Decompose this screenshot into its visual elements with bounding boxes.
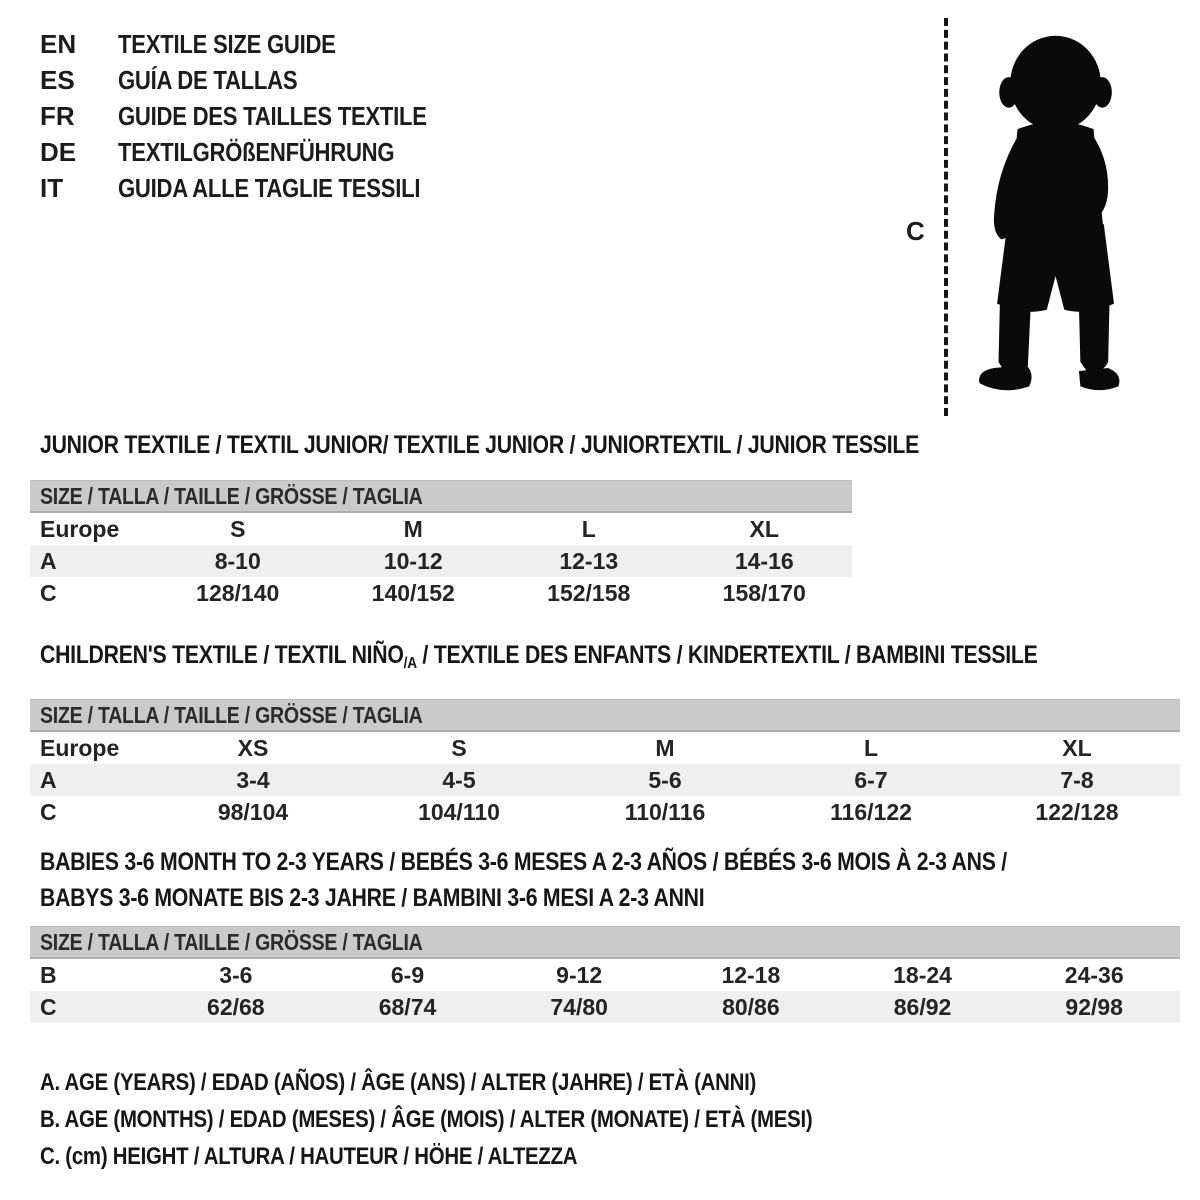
language-row-en: [40, 26, 481, 62]
size-cell: M: [655, 734, 675, 761]
height-cell: 74/80: [550, 993, 608, 1020]
guide-title-en: TEXTILE SIZE GUIDE: [118, 28, 336, 59]
size-header-label: SIZE / TALLA / TAILLE / GRÖSSE / TAGLIA: [40, 701, 423, 728]
language-title-list: [40, 26, 481, 206]
children-textile-section: [30, 640, 1180, 828]
junior-textile-section: [30, 430, 920, 609]
height-cell: 158/170: [722, 579, 806, 606]
language-row-it: [40, 170, 481, 206]
height-cell: 86/92: [893, 993, 952, 1020]
legend: [40, 1064, 949, 1175]
spacer: [30, 916, 1180, 926]
table-row-europe: [30, 732, 1180, 764]
height-cell: 110/116: [624, 798, 706, 825]
row-label: C: [40, 579, 57, 606]
row-label: C: [40, 993, 57, 1020]
size-table-header-bar: [30, 699, 1180, 732]
age-cell: 10-12: [383, 547, 443, 574]
age-cell: 14-16: [734, 547, 794, 574]
row-label: Europe: [40, 515, 120, 542]
age-cell: 5-6: [648, 766, 682, 793]
babies-section-title-line1: BABIES 3-6 MONTH TO 2-3 YEARS / BEBÉS 3-6 MESES A 2-3 AÑOS / BÉBÉS 3-6 MOIS À 2-3 ANS /: [40, 848, 1007, 876]
guide-title-it: GUIDA ALLE TAGLIE TESSILI: [118, 172, 421, 203]
guide-title-es: GUÍA DE TALLAS: [118, 64, 298, 95]
height-measurement-figure: [884, 14, 1154, 426]
table-row-height: [30, 991, 1180, 1023]
size-table-header-bar: [30, 926, 1180, 959]
age-cell: 3-6: [219, 961, 253, 988]
size-cell: XS: [237, 734, 269, 761]
children-size-table: [30, 699, 1180, 828]
toddler-silhouette-icon: [962, 22, 1152, 420]
age-cell: 6-9: [390, 961, 425, 988]
size-cell: XL: [1062, 734, 1092, 761]
height-cell: 62/68: [207, 993, 265, 1020]
age-cell: 8-10: [214, 547, 261, 574]
size-header-label: SIZE / TALLA / TAILLE / GRÖSSE / TAGLIA: [40, 928, 423, 955]
language-code: EN: [40, 28, 77, 59]
children-section-title: [40, 640, 1180, 679]
nino-a-subscript: /A: [403, 655, 417, 672]
language-code: DE: [40, 136, 77, 167]
junior-section-title-text: JUNIOR TEXTILE / TEXTIL JUNIOR/ TEXTILE JUNIOR / JUNIORTEXTIL / JUNIOR TESSILE: [40, 431, 920, 459]
height-dashed-line: [944, 18, 948, 416]
children-section-title-text: CHILDREN'S TEXTILE / TEXTIL $NIÑO_{/A}$ / TEXTILE DES ENFANTS / KINDERTEXTIL / BAMBINI TESSILE: [40, 641, 1038, 672]
size-cell: M: [403, 515, 423, 542]
row-label: A: [40, 547, 57, 574]
language-code: ES: [40, 64, 75, 95]
height-cell: 104/110: [418, 798, 500, 825]
legend-line-b: B. AGE (MONTHS) / EDAD (MESES) / ÂGE (MOIS) / ALTER (MONATE) / ETÀ (MESI): [40, 1106, 813, 1133]
height-cell: 140/152: [371, 579, 455, 606]
age-cell: 4-5: [442, 766, 476, 793]
table-row-height: [30, 577, 852, 609]
junior-section-title: [40, 430, 920, 460]
row-label: A: [40, 766, 57, 793]
age-cell: 18-24: [893, 961, 952, 988]
row-label: Europe: [40, 734, 120, 761]
table-row-age: [30, 764, 1180, 796]
height-cell: 80/86: [722, 993, 780, 1020]
height-cell: 122/128: [1035, 798, 1119, 825]
guide-title-fr: GUIDE DES TAILLES TEXTILE: [118, 100, 427, 131]
age-cell: 12-18: [721, 961, 781, 988]
height-cell: 68/74: [378, 993, 437, 1020]
row-label: B: [40, 961, 57, 988]
height-cell: 116/122: [830, 798, 912, 825]
table-row-age-months: [30, 959, 1180, 991]
height-cell: 98/104: [217, 798, 289, 825]
table-row-height: [30, 796, 1180, 828]
language-row-es: [40, 62, 481, 98]
babies-size-table: [30, 926, 1180, 1023]
size-cell: L: [863, 734, 879, 761]
size-cell: S: [230, 515, 246, 542]
age-cell: 7-8: [1060, 766, 1094, 793]
table-row-europe: [30, 513, 852, 545]
size-header-label: SIZE / TALLA / TAILLE / GRÖSSE / TAGLIA: [40, 482, 423, 509]
age-cell: 9-12: [556, 961, 603, 988]
age-cell: 6-7: [854, 766, 888, 793]
language-row-de: [40, 134, 481, 170]
row-label: C: [40, 798, 57, 825]
measure-c-label: C: [906, 216, 925, 246]
size-table-header-bar: [30, 480, 852, 513]
legend-line-c: C. (cm) HEIGHT / ALTURA / HAUTEUR / HÖHE / ALTEZZA: [40, 1143, 578, 1170]
height-cell: 128/140: [196, 579, 280, 606]
babies-textile-section: [30, 844, 1180, 1023]
age-cell: 12-13: [559, 547, 619, 574]
height-cell: 92/98: [1065, 993, 1123, 1020]
size-cell: L: [581, 515, 596, 542]
table-row-age: [30, 545, 852, 577]
age-cell: 3-4: [236, 766, 270, 793]
height-cell: 152/158: [547, 579, 631, 606]
guide-title-de: TEXTILGRÖßENFÜHRUNG: [118, 136, 395, 167]
junior-size-table: [30, 480, 852, 609]
age-cell: 24-36: [1064, 961, 1124, 988]
language-code: FR: [40, 100, 75, 131]
size-cell: XL: [749, 515, 779, 542]
language-row-fr: [40, 98, 481, 134]
legend-line-a: A. AGE (YEARS) / EDAD (AÑOS) / ÂGE (ANS) / ALTER (JAHRE) / ETÀ (ANNI): [40, 1069, 757, 1096]
size-cell: S: [451, 734, 467, 761]
babies-section-title-line2: BABYS 3-6 MONATE BIS 2-3 JAHRE / BAMBINI 3-6 MESI A 2-3 ANNI: [40, 884, 705, 912]
language-code: IT: [40, 172, 64, 203]
